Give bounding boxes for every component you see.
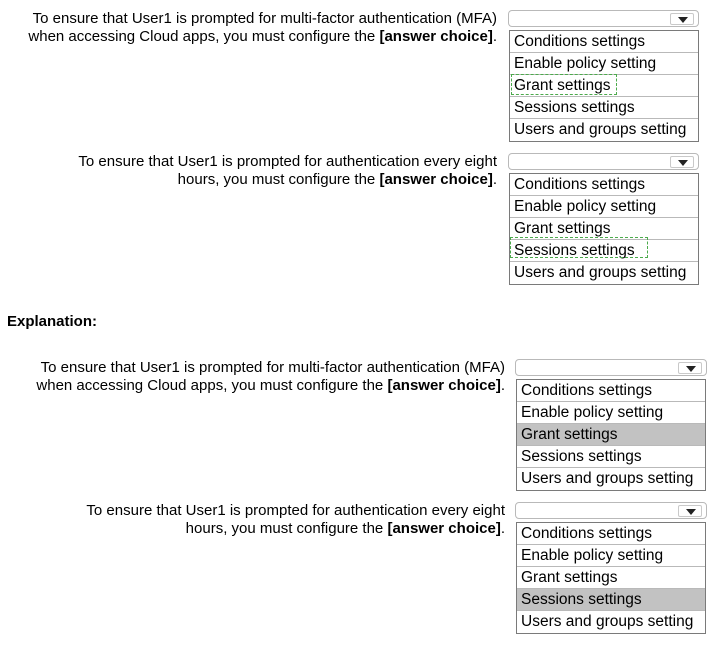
chevron-down-icon[interactable] — [670, 156, 694, 168]
option-users-and-groups-setting[interactable]: Users and groups setting — [521, 613, 694, 630]
answer-choice-label: [answer choice] — [379, 171, 493, 188]
answer-choice-label: [answer choice] — [387, 377, 501, 394]
explanation-question-1-text — [36, 359, 505, 395]
explanation-heading: Explanation: — [7, 313, 98, 330]
option-users-and-groups-setting[interactable]: Users and groups setting — [521, 470, 694, 487]
question-2-line2: hours, you must configure the [answer choice]. — [177, 171, 497, 188]
dropdown-options-1 — [509, 30, 699, 142]
option-grant-settings[interactable]: Grant settings — [517, 567, 705, 589]
question-1-line1: To ensure that User1 is prompted for multi-factor authentication (MFA) — [40, 359, 505, 376]
question-1-text — [28, 10, 497, 46]
option-sessions-settings-selected[interactable]: Sessions settings — [517, 589, 705, 611]
option-grant-settings-selected[interactable]: Grant settings — [517, 424, 705, 446]
option-users-and-groups-setting[interactable]: Users and groups setting — [514, 264, 687, 281]
option-enable-policy-setting[interactable]: Enable policy setting — [510, 196, 698, 218]
option-sessions-settings[interactable]: Sessions settings — [517, 446, 705, 468]
option-enable-policy-setting[interactable]: Enable policy setting — [517, 402, 705, 424]
dropdown-options-2 — [509, 173, 699, 285]
question-2-line2: hours, you must configure the [answer choice]. — [185, 520, 505, 537]
option-enable-policy-setting[interactable]: Enable policy setting — [510, 53, 698, 75]
question-2-text — [78, 153, 497, 189]
answer-dropdown-1[interactable] — [508, 10, 699, 27]
option-conditions-settings[interactable]: Conditions settings — [517, 523, 705, 545]
chevron-down-icon[interactable] — [678, 505, 702, 517]
answer-choice-label: [answer choice] — [379, 28, 493, 45]
option-conditions-settings[interactable]: Conditions settings — [510, 174, 698, 196]
answer-dropdown-2[interactable] — [508, 153, 699, 170]
question-1-line2: when accessing Cloud apps, you must configure the [answer choice]. — [28, 28, 497, 45]
explanation-options-2 — [516, 522, 706, 634]
chevron-down-icon[interactable] — [678, 362, 702, 374]
option-users-and-groups-setting[interactable]: Users and groups setting — [514, 121, 687, 138]
question-2-line1: To ensure that User1 is prompted for authentication every eight — [86, 502, 505, 519]
option-grant-settings[interactable]: Grant settings — [510, 75, 698, 97]
question-1-line2: when accessing Cloud apps, you must configure the [answer choice]. — [36, 377, 505, 394]
option-sessions-settings[interactable]: Sessions settings — [510, 240, 698, 262]
question-2-line1: To ensure that User1 is prompted for authentication every eight — [78, 153, 497, 170]
explanation-options-1 — [516, 379, 706, 491]
chevron-down-icon[interactable] — [670, 13, 694, 25]
answer-choice-label: [answer choice] — [387, 520, 501, 537]
option-grant-settings[interactable]: Grant settings — [510, 218, 698, 240]
option-conditions-settings[interactable]: Conditions settings — [517, 380, 705, 402]
question-1-line1: To ensure that User1 is prompted for multi-factor authentication (MFA) — [32, 10, 497, 27]
option-enable-policy-setting[interactable]: Enable policy setting — [517, 545, 705, 567]
option-conditions-settings[interactable]: Conditions settings — [510, 31, 698, 53]
explanation-dropdown-1[interactable] — [515, 359, 707, 376]
explanation-question-2-text — [86, 502, 505, 538]
explanation-dropdown-2[interactable] — [515, 502, 707, 519]
option-sessions-settings[interactable]: Sessions settings — [510, 97, 698, 119]
